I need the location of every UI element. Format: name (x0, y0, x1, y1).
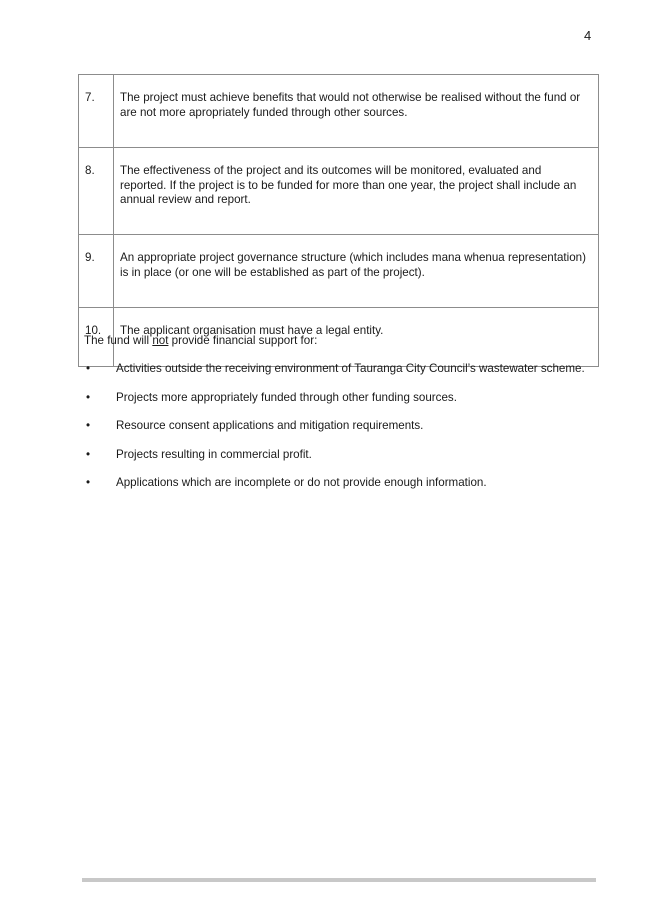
list-item-text: Projects more appropriately funded through other funding sources. (116, 390, 457, 404)
page-number: 4 (584, 28, 592, 43)
bullet-icon: • (86, 447, 91, 461)
criteria-number: 7. (79, 75, 114, 148)
list-item-text: Activities outside the receiving environment of Tauranga City Council’s wastewater scheme. (116, 362, 585, 375)
list-item-text: Resource consent applications and mitigation requirements. (116, 419, 424, 432)
list-item (84, 476, 594, 491)
list-item (84, 448, 594, 463)
criteria-number: 9. (79, 235, 114, 308)
criteria-text: The project must achieve benefits that would not otherwise be realised without the fund or are not more apropriately funded through other sources. (114, 75, 599, 148)
criteria-row (79, 235, 599, 308)
criteria-text: An appropriate project governance structure (which includes mana whenua representation) is in place (or one will be established as part of the project). (114, 235, 599, 308)
criteria-number: 8. (79, 148, 114, 235)
criteria-number: 10. (79, 308, 114, 367)
list-item (84, 391, 594, 406)
exclusions-intro-start: The fund will (84, 334, 153, 347)
bullet-icon: • (86, 476, 91, 489)
exclusions-intro-end: provide financial support for: (168, 334, 318, 347)
exclusions-intro (84, 334, 317, 347)
bullet-icon: • (86, 419, 91, 432)
exclusions-list (84, 362, 594, 505)
criteria-text: The applicant organisation must have a legal entity. (114, 308, 599, 367)
criteria-table (78, 74, 599, 367)
criteria-text: The effectiveness of the project and its outcomes will be monitored, evaluated and reported. If the project is to be funded for more than one year, the project shall include an annual review and report. (114, 148, 599, 235)
list-item-text: Applications which are incomplete or do not provide enough information. (116, 476, 487, 489)
list-item-text: Projects resulting in commercial profit. (116, 447, 312, 461)
bullet-icon: • (86, 362, 91, 375)
criteria-row (79, 75, 599, 148)
footer-rule (82, 878, 596, 882)
bullet-icon: • (86, 390, 91, 404)
exclusions-intro-emphasis: not (152, 334, 169, 347)
criteria-row (79, 148, 599, 235)
list-item (84, 419, 594, 434)
list-item (84, 362, 594, 377)
